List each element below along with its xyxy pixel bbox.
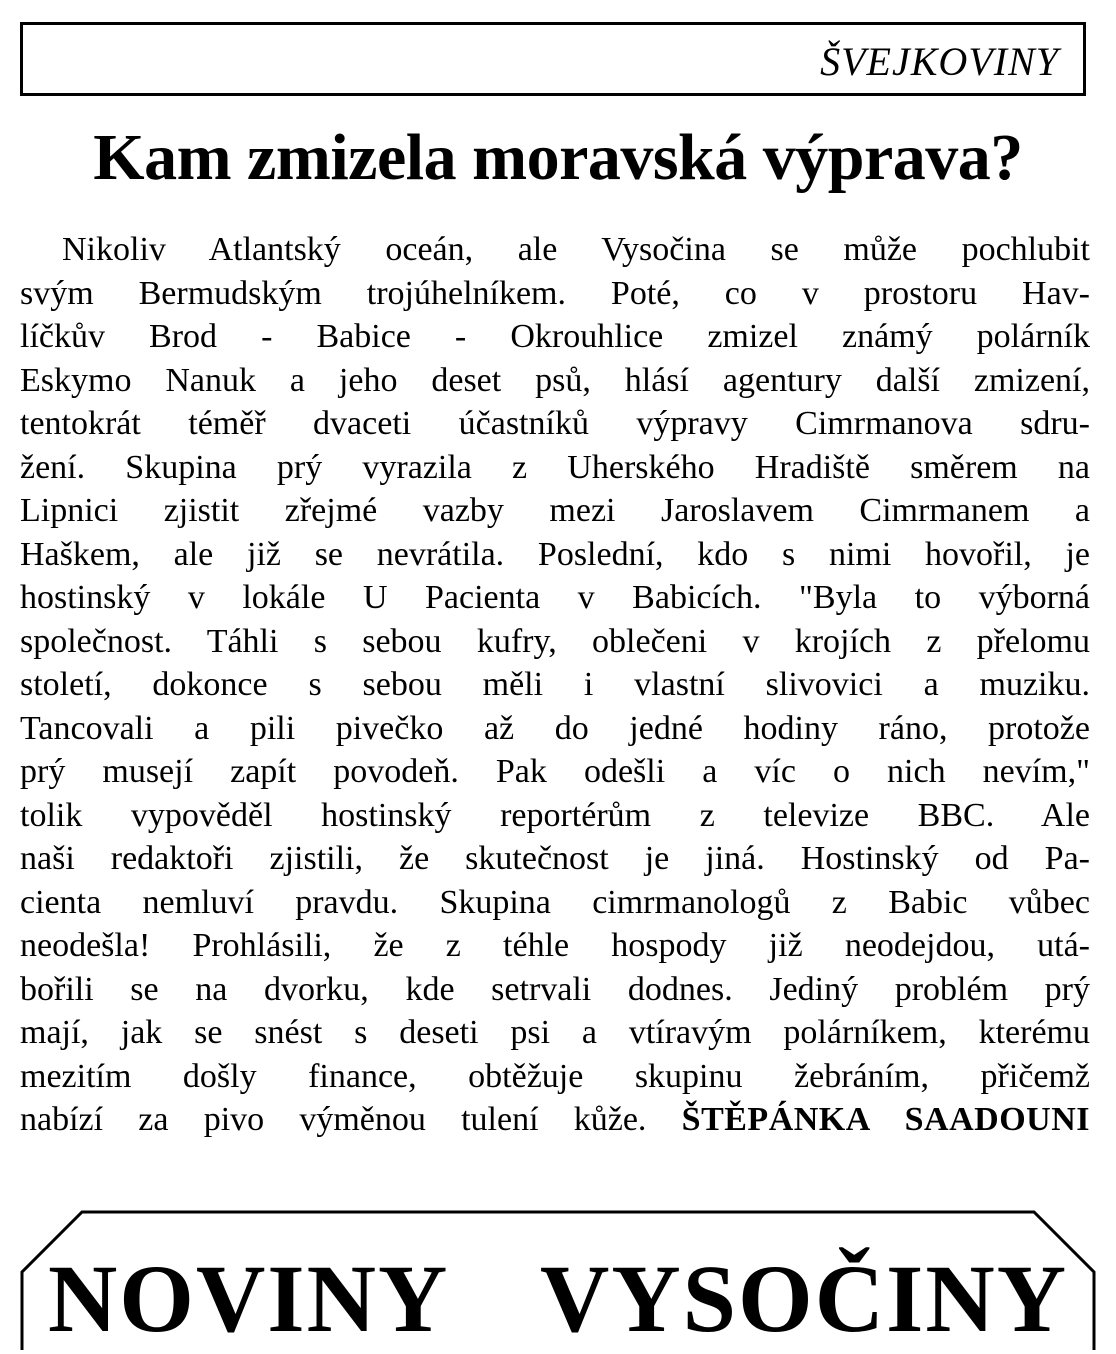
section-label: ŠVEJKOVINY bbox=[820, 39, 1059, 84]
article-byline: ŠTĚPÁNKA SAADOUNI bbox=[681, 1101, 1090, 1138]
article-line: hostinský v lokále U Pacienta v Babicích. "Byla to výborná bbox=[20, 579, 1090, 616]
article-line: tolik vypověděl hostinský reportérům z televize BBC. Ale bbox=[20, 796, 1090, 834]
article-headline: Kam zmizela moravská výprava? bbox=[93, 121, 1023, 194]
article-line: tentokrát téměř dvaceti účastníků výpravy Cimrmanova sdru- bbox=[20, 405, 1090, 442]
article-line: líčkův Brod - Babice - Okrouhlice zmizel známý polárník bbox=[20, 318, 1090, 355]
section-header-box bbox=[20, 22, 1086, 96]
masthead-title: NOVINY VYSOČINY bbox=[47, 1245, 1069, 1352]
article-line: Lipnici zjistit zřejmé vazby mezi Jaroslavem Cimrmanem a bbox=[20, 492, 1090, 529]
article-line: století, dokonce s sebou měli i vlastní slivovici a muziku. bbox=[20, 666, 1090, 703]
article-line: nabízí za pivo výměnou tulení kůže. bbox=[20, 1101, 647, 1138]
article-line: žení. Skupina prý vyrazila z Uherského Hradiště směrem na bbox=[20, 448, 1090, 486]
article-line: cienta nemluví pravdu. Skupina cimrmanologů z Babic vůbec bbox=[20, 883, 1090, 921]
article-line: mezitím došly finance, obtěžuje skupinu žebráním, přičemž bbox=[20, 1057, 1090, 1095]
article-line: prý musejí zapít povodeň. Pak odešli a víc o nich nevím," bbox=[20, 753, 1090, 790]
article-line: společnost. Táhli s sebou kufry, oblečeni v krojích z přelomu bbox=[20, 622, 1090, 660]
article-last-line bbox=[20, 1098, 1090, 1142]
article-line: naši redaktoři zjistili, že skutečnost je jiná. Hostinský od Pa- bbox=[20, 840, 1090, 877]
article-line: neodešla! Prohlásili, že z téhle hospody již neodejdou, utá- bbox=[20, 927, 1090, 964]
article-line: bořili se na dvorku, kde setrvali dodnes. Jediný problém prý bbox=[20, 970, 1090, 1008]
article-line: Eskymo Nanuk a jeho deset psů, hlásí agentury další zmizení, bbox=[20, 361, 1090, 399]
article-line: Tancovali a pili pivečko až do jedné hodiny ráno, protože bbox=[20, 709, 1090, 747]
article-line: svým Bermudským trojúhelníkem. Poté, co v prostoru Hav- bbox=[20, 274, 1090, 312]
article-line: Haškem, ale již se nevrátila. Poslední, kdo s nimi hovořil, je bbox=[20, 535, 1090, 573]
article-body bbox=[20, 228, 1090, 1142]
article-line: mají, jak se snést s deseti psi a vtíravým polárníkem, kterému bbox=[20, 1014, 1090, 1051]
article-line: Nikoliv Atlantský oceán, ale Vysočina se může pochlubit bbox=[62, 231, 1090, 268]
